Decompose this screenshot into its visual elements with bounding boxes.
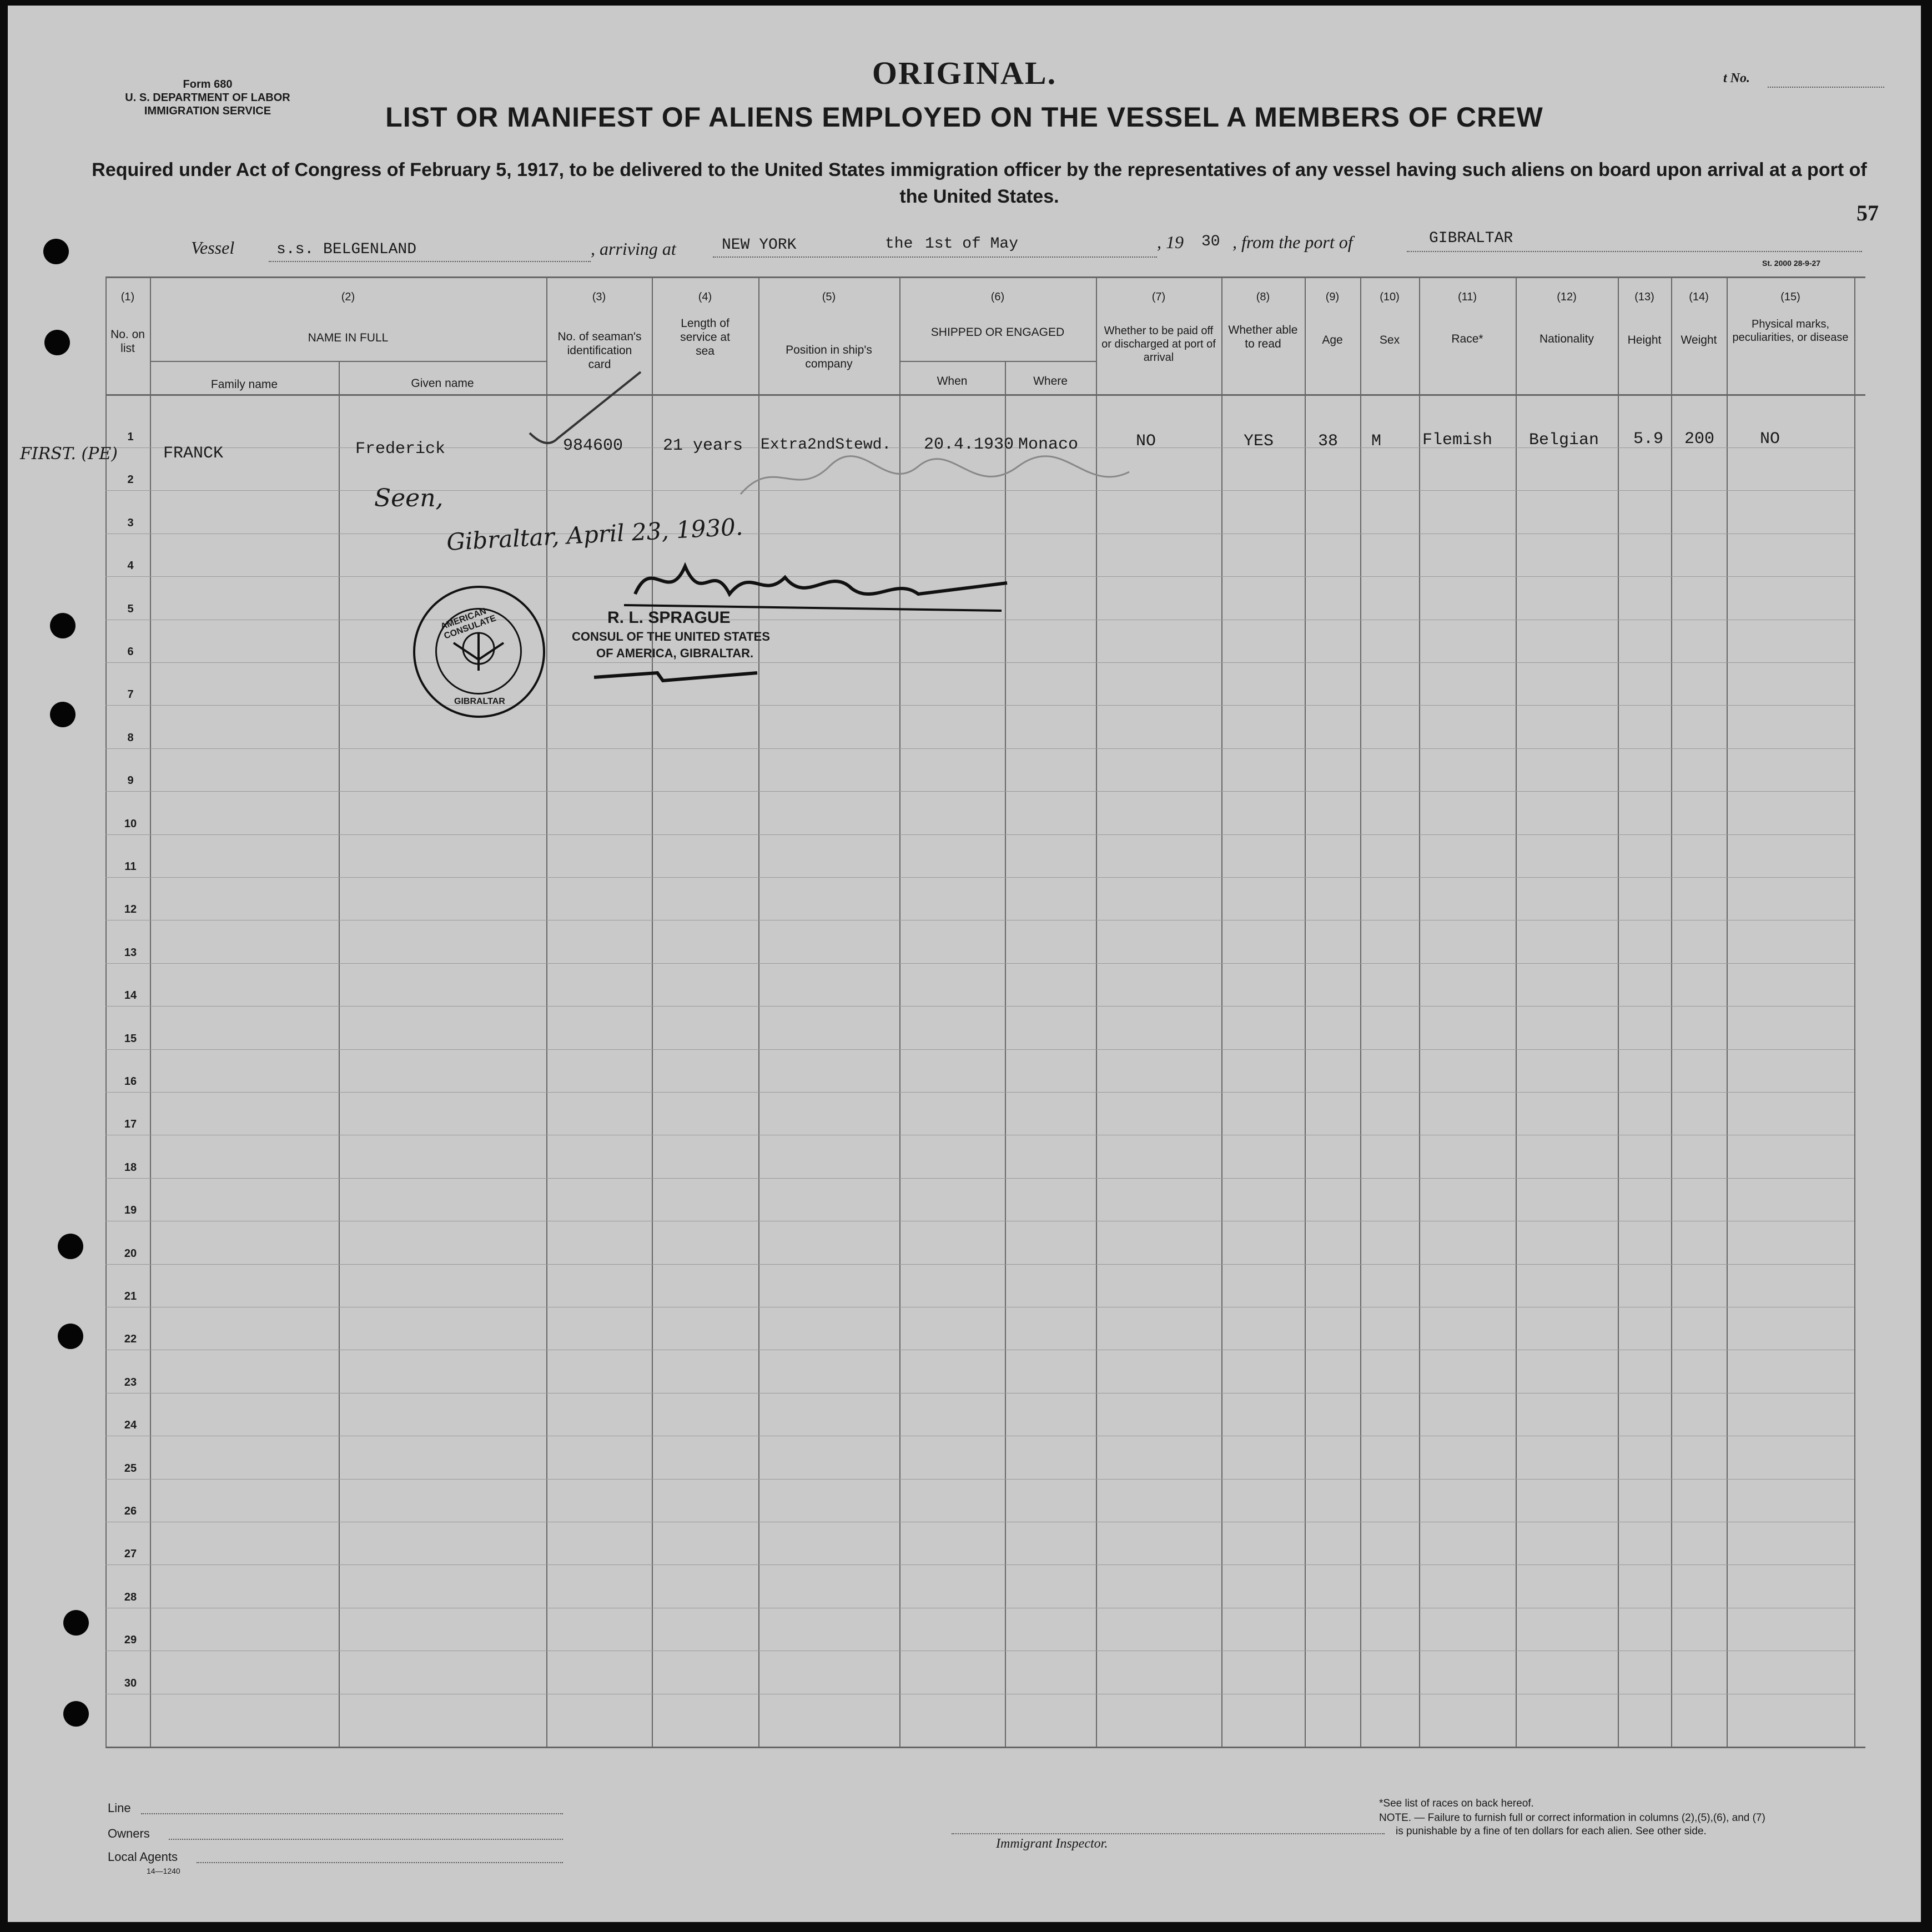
agents-code: 14—1240: [147, 1866, 180, 1875]
line-field: [141, 1813, 563, 1814]
row-number: 11: [124, 861, 137, 873]
the-label: the: [885, 235, 913, 253]
inspector-line: [952, 1833, 1385, 1834]
punch-hole: [63, 1701, 89, 1727]
row-rule: [105, 748, 1854, 749]
seal-bottom-text: GIBRALTAR: [454, 697, 505, 706]
entry-weight: 200: [1684, 430, 1715, 449]
row-number: 12: [124, 903, 137, 915]
col4-number: (4): [698, 291, 712, 303]
page-subtitle: Required under Act of Congress of February 5, 1917, to be delivered to the United States immigration officer by the representatives of any vessel having such aliens on board upon arrival at a port of the United States.: [92, 159, 1867, 207]
col1-header: No. on list: [110, 328, 145, 355]
col6-where-header: Where: [1033, 375, 1068, 388]
signature-flourish: [591, 661, 763, 688]
endorsement-place-date: Gibraltar, April 23, 1930.: [446, 513, 744, 556]
row-number: 7: [127, 688, 134, 701]
punch-hole: [43, 239, 69, 264]
row-number: 14: [124, 989, 137, 1002]
entry-able-to-read: YES: [1244, 432, 1274, 451]
col2-number: (2): [341, 291, 355, 303]
row-number: 9: [127, 774, 134, 787]
owners-field: [169, 1839, 563, 1840]
col-rule: [1419, 276, 1420, 1748]
entry-sex: M: [1371, 432, 1382, 451]
row-number: 13: [124, 947, 137, 959]
row-number: 25: [124, 1462, 137, 1475]
seal-top-text: AMERICAN CONSULATE: [439, 606, 497, 641]
port-value: GIBRALTAR: [1429, 230, 1513, 247]
row-number: 29: [124, 1634, 137, 1646]
entry-service: 21 years: [663, 436, 743, 455]
col-rule: [1854, 276, 1855, 1748]
line-label: Line: [108, 1801, 131, 1815]
arriving-label: , arriving at: [591, 239, 676, 259]
col9-header: Age: [1322, 334, 1343, 346]
row-number: 17: [124, 1118, 137, 1130]
original-label: ORIGINAL.: [872, 55, 1057, 91]
fine-note-line1: NOTE. — Failure to furnish full or correct information in columns (2),(5),(6), and (7): [1379, 1812, 1765, 1824]
col-rule: [1727, 276, 1728, 1748]
col14-number: (14): [1689, 291, 1709, 303]
entry-height: 5.9: [1633, 430, 1664, 449]
check-mark: [524, 361, 652, 461]
page-title: LIST OR MANIFEST OF ALIENS EMPLOYED ON THE VESSEL A MEMBERS OF CREW: [385, 102, 1543, 133]
entry-race: Flemish: [1422, 431, 1493, 450]
service: IMMIGRATION SERVICE: [144, 105, 271, 117]
col5-header: Position in ship's company: [786, 344, 872, 370]
row-rule: [105, 877, 1854, 878]
local-agents-label: Local Agents: [108, 1850, 178, 1864]
col10-header: Sex: [1379, 334, 1400, 346]
col-rule: [1516, 276, 1517, 1748]
col10-number: (10): [1380, 291, 1400, 303]
shipped-subheader-rule: [899, 361, 1096, 362]
vessel-value: s.s. BELGENLAND: [276, 241, 417, 258]
row-rule: [105, 1006, 1854, 1007]
row-number: 23: [124, 1376, 137, 1388]
entry-nationality: Belgian: [1529, 431, 1599, 450]
row-rule: [105, 834, 1854, 835]
row-number: 28: [124, 1591, 137, 1603]
row-rule: [105, 1264, 1854, 1265]
row-number: 2: [127, 474, 134, 486]
col2-header: NAME IN FULL: [308, 331, 389, 344]
col11-number: (11): [1457, 291, 1477, 303]
row-rule: [105, 705, 1854, 706]
col-rule: [1221, 276, 1222, 1748]
vessel-line: [191, 238, 234, 258]
entry-given-name: Frederick: [355, 440, 446, 459]
punch-hole: [50, 613, 76, 638]
col11-header: Race*: [1451, 333, 1483, 345]
consul-title-line1: CONSUL OF THE UNITED STATES: [572, 630, 770, 643]
entry-physical-marks: NO: [1760, 430, 1780, 449]
row-number: 10: [124, 818, 137, 830]
col2-family-header: Family name: [210, 378, 278, 391]
margin-note: FIRST. (PE): [20, 444, 118, 464]
row-number: 24: [124, 1419, 137, 1431]
immigrant-inspector-label: Immigrant Inspector.: [996, 1837, 1108, 1851]
col-rule: [1618, 276, 1619, 1748]
col-rule: [546, 276, 547, 1748]
row-number: 19: [124, 1204, 137, 1216]
col-rule: [339, 361, 340, 1748]
row-rule: [105, 662, 1854, 663]
entry-age: 38: [1318, 432, 1339, 451]
row-number: 22: [124, 1333, 137, 1345]
col9-number: (9): [1325, 291, 1340, 303]
page-number: 57: [1856, 200, 1879, 225]
row-rule: [105, 1049, 1854, 1050]
col-rule: [652, 276, 653, 1748]
row-number: 27: [124, 1548, 137, 1560]
row-number: 21: [124, 1290, 137, 1302]
name-subheader-rule: [150, 361, 546, 362]
table-bottom-rule: [105, 1747, 1865, 1748]
print-code: St. 2000 28-9-27: [1762, 259, 1821, 268]
vessel-dotted-line: [269, 261, 591, 262]
row-rule: [105, 1092, 1854, 1093]
table-top-rule: [105, 276, 1865, 278]
seal-inner-ring: [435, 608, 522, 695]
arriving-value: NEW YORK: [722, 237, 797, 254]
col3-number: (3): [592, 291, 606, 303]
department: U. S. DEPARTMENT OF LABOR: [125, 92, 290, 104]
col2-given-header: Given name: [411, 377, 474, 390]
entry-paid-off: NO: [1136, 432, 1156, 451]
year-value: 30: [1201, 233, 1220, 250]
entry-family-name: FRANCK: [163, 444, 224, 463]
row-number: 3: [127, 517, 134, 529]
col6-number: (6): [990, 291, 1005, 303]
arriving-dotted-line: [713, 256, 1157, 258]
col13-header: Height: [1627, 334, 1662, 346]
row-rule: [105, 1564, 1854, 1565]
col6-header: SHIPPED OR ENGAGED: [930, 326, 1065, 339]
col12-header: Nationality: [1539, 333, 1594, 345]
col15-number: (15): [1780, 291, 1800, 303]
vessel-label: Vessel: [191, 238, 235, 258]
col-rule: [1360, 276, 1361, 1748]
col5-number: (5): [822, 291, 836, 303]
col8-number: (8): [1256, 291, 1270, 303]
row-number: 1: [127, 431, 134, 443]
punch-hole: [58, 1324, 83, 1349]
from-port-label: , from the port of: [1232, 232, 1353, 252]
col3-header: No. of seaman's identification card: [557, 330, 642, 371]
punch-hole: [63, 1610, 89, 1636]
owners-label: Owners: [108, 1827, 150, 1840]
col-rule: [105, 276, 107, 1748]
col-rule: [1305, 276, 1306, 1748]
entry-when: 20.4.1930: [924, 435, 1014, 454]
races-note: *See list of races on back hereof.: [1379, 1798, 1534, 1809]
row-number: 18: [124, 1161, 137, 1174]
col13-number: (13): [1634, 291, 1654, 303]
entry-id-card: 984600: [563, 436, 623, 455]
form-number: Form 680: [183, 78, 233, 90]
col-rule: [150, 276, 151, 1748]
col-rule: [1671, 276, 1672, 1748]
row-number: 26: [124, 1505, 137, 1517]
col1-number: (1): [120, 291, 135, 303]
fine-note-line2: is punishable by a fine of ten dollars for each alien. See other side.: [1396, 1825, 1707, 1837]
pencil-scribble: [729, 444, 1174, 511]
date-value: 1st of May: [925, 235, 1019, 253]
year-prefix: , 19: [1157, 232, 1184, 252]
entry-position: Extra2ndStewd.: [761, 436, 892, 454]
col6-when-header: When: [937, 375, 968, 388]
punch-hole: [50, 702, 76, 727]
punch-hole: [58, 1234, 83, 1259]
sheet-number-label: t No.: [1723, 71, 1750, 85]
row-number: 6: [127, 646, 134, 658]
col4-header: Length of service at sea: [680, 317, 730, 358]
row-rule: [105, 1479, 1854, 1480]
col8-header: Whether able to read: [1228, 324, 1298, 350]
consulate-seal: [413, 586, 545, 718]
punch-hole: [44, 330, 70, 355]
row-number: 16: [124, 1075, 137, 1088]
eagle-emblem-icon: [437, 610, 520, 693]
row-rule: [105, 963, 1854, 964]
row-number: 20: [124, 1247, 137, 1260]
col14-header: Weight: [1681, 334, 1717, 346]
local-agents-field: [197, 1862, 563, 1863]
port-dotted-line: [1407, 251, 1862, 252]
row-number: 4: [127, 560, 134, 572]
col7-header: Whether to be paid off or discharged at port of arrival: [1101, 325, 1216, 364]
consul-title-line2: OF AMERICA, GIBRALTAR.: [596, 646, 754, 660]
manifest-sheet: [8, 6, 1921, 1922]
col15-header: Physical marks, peculiarities, or disease: [1732, 318, 1849, 344]
header-bottom-rule: [105, 394, 1865, 396]
sheet-number-line: [1768, 87, 1884, 88]
row-rule: [105, 791, 1854, 792]
endorsement-seen: Seen,: [374, 484, 444, 512]
row-number: 5: [127, 603, 134, 615]
entry-where: Monaco: [1018, 435, 1079, 454]
row-number: 8: [127, 732, 134, 744]
row-number: 15: [124, 1033, 137, 1045]
row-rule: [105, 1178, 1854, 1179]
consul-name: R. L. SPRAGUE: [607, 608, 731, 627]
col7-number: (7): [1151, 291, 1166, 303]
row-number: 30: [124, 1677, 137, 1689]
col12-number: (12): [1557, 291, 1577, 303]
